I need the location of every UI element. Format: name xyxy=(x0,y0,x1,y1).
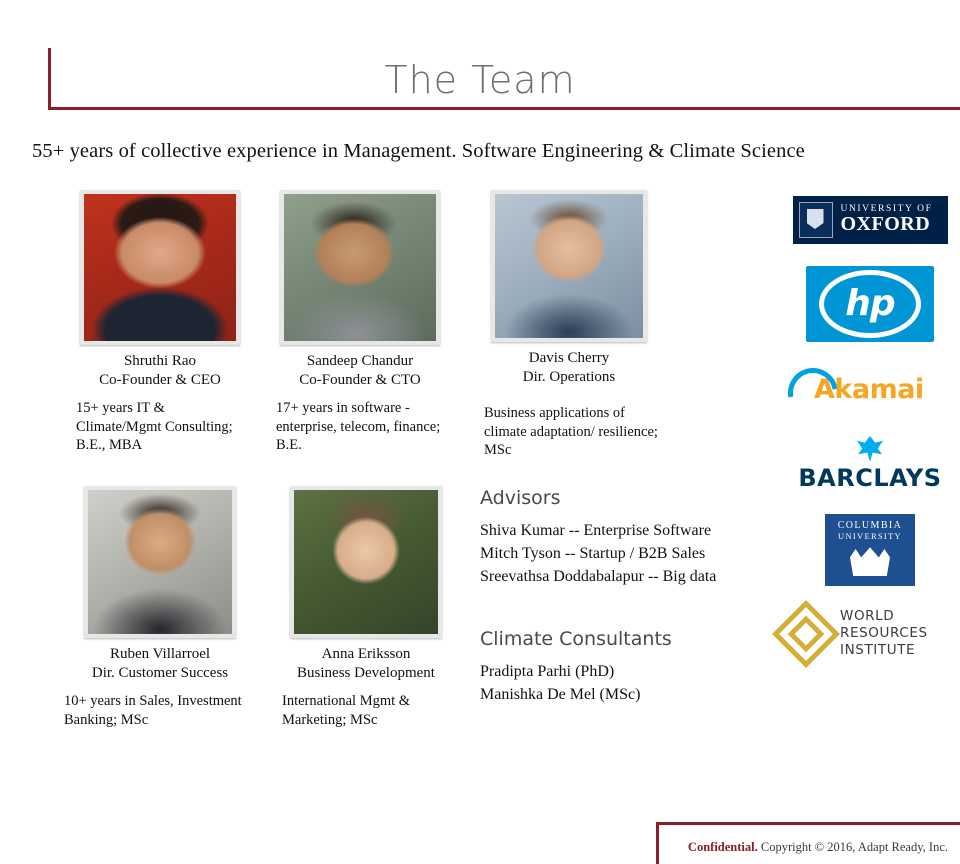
oxford-logo xyxy=(793,196,948,244)
member-role: Co-Founder & CEO xyxy=(99,372,221,388)
consultant-item: Pradipta Parhi (PhD) xyxy=(480,663,615,680)
footer-confidential-label: Confidential. xyxy=(687,840,758,854)
climate-consultants-section xyxy=(480,628,770,706)
akamai-logo xyxy=(784,368,956,412)
akamai-wordmark: Akamai xyxy=(814,374,924,405)
member-role: Dir. Operations xyxy=(522,369,616,385)
team-member-card xyxy=(272,190,448,455)
wri-logo-line2: RESOURCES xyxy=(840,625,928,641)
footer-copyright xyxy=(688,840,948,855)
advisor-item: Shiva Kumar -- Enterprise Software xyxy=(480,522,712,539)
member-description: 10+ years in Sales, Investment Banking; MSc xyxy=(64,693,242,728)
advisors-section xyxy=(480,487,770,588)
member-description: Business applications of climate adaptation/ resilience; MSc xyxy=(484,405,658,458)
columbia-logo-line1: COLUMBIA xyxy=(837,520,903,531)
barclays-logo xyxy=(783,436,958,492)
member-description: International Mgmt & Marketing; MSc xyxy=(282,693,411,728)
hp-wordmark: hp xyxy=(845,283,895,324)
hp-logo xyxy=(806,266,934,342)
member-role: Business Development xyxy=(297,665,435,681)
columbia-logo xyxy=(825,514,915,586)
oxford-logo-line1: UNIVERSITY OF xyxy=(840,203,933,214)
wri-logo-line3: INSTITUTE xyxy=(840,642,916,658)
member-description: 17+ years in software - enterprise, telecom, finance; B.E. xyxy=(276,400,441,453)
portrait-shruthi-rao xyxy=(80,190,240,345)
consultant-item: Manishka De Mel (MSc) xyxy=(480,686,641,703)
member-name: Anna Eriksson xyxy=(321,646,411,662)
portrait-davis-cherry xyxy=(491,190,647,342)
subtitle: 55+ years of collective experience in Management. Software Engineering & Climate Science xyxy=(32,140,805,162)
columbia-logo-line2: UNIVERSITY xyxy=(838,531,902,541)
member-name: Ruben Villarroel xyxy=(109,646,211,662)
member-description: 15+ years IT & Climate/Mgmt Consulting; B.E., MBA xyxy=(76,400,233,453)
oxford-crest-icon xyxy=(799,202,833,238)
columbia-crown-icon xyxy=(850,546,890,576)
portrait-ruben-villarroel xyxy=(84,486,236,638)
partner-logos xyxy=(780,196,960,659)
advisors-heading: Advisors xyxy=(480,487,561,509)
portrait-sandeep-chandur xyxy=(280,190,440,345)
consultants-heading: Climate Consultants xyxy=(480,628,672,650)
team-member-card xyxy=(276,486,456,729)
member-role: Dir. Customer Success xyxy=(91,665,229,681)
advisor-item: Sreevathsa Doddabalapur -- Big data xyxy=(480,568,717,585)
barclays-wordmark: BARCLAYS xyxy=(798,464,942,492)
portrait-anna-eriksson xyxy=(290,486,442,638)
footer-copyright-text: Copyright © 2016, Adapt Ready, Inc. xyxy=(757,840,948,854)
page-title: The Team xyxy=(384,58,576,102)
member-name: Davis Cherry xyxy=(528,350,610,366)
wri-logo-line1: WORLD xyxy=(840,608,895,624)
team-member-card xyxy=(62,486,258,729)
team-member-card xyxy=(478,190,660,460)
barclays-eagle-icon xyxy=(857,436,883,462)
member-name: Shruthi Rao xyxy=(123,353,197,369)
wri-logo xyxy=(782,608,958,659)
member-role: Co-Founder & CTO xyxy=(299,372,421,388)
hp-ring-icon xyxy=(819,270,921,338)
member-name: Sandeep Chandur xyxy=(306,353,414,369)
wri-diamond-icon xyxy=(782,610,830,658)
oxford-logo-line2: OXFORD xyxy=(840,213,931,236)
team-member-card xyxy=(72,190,248,455)
advisor-item: Mitch Tyson -- Startup / B2B Sales xyxy=(480,545,706,562)
